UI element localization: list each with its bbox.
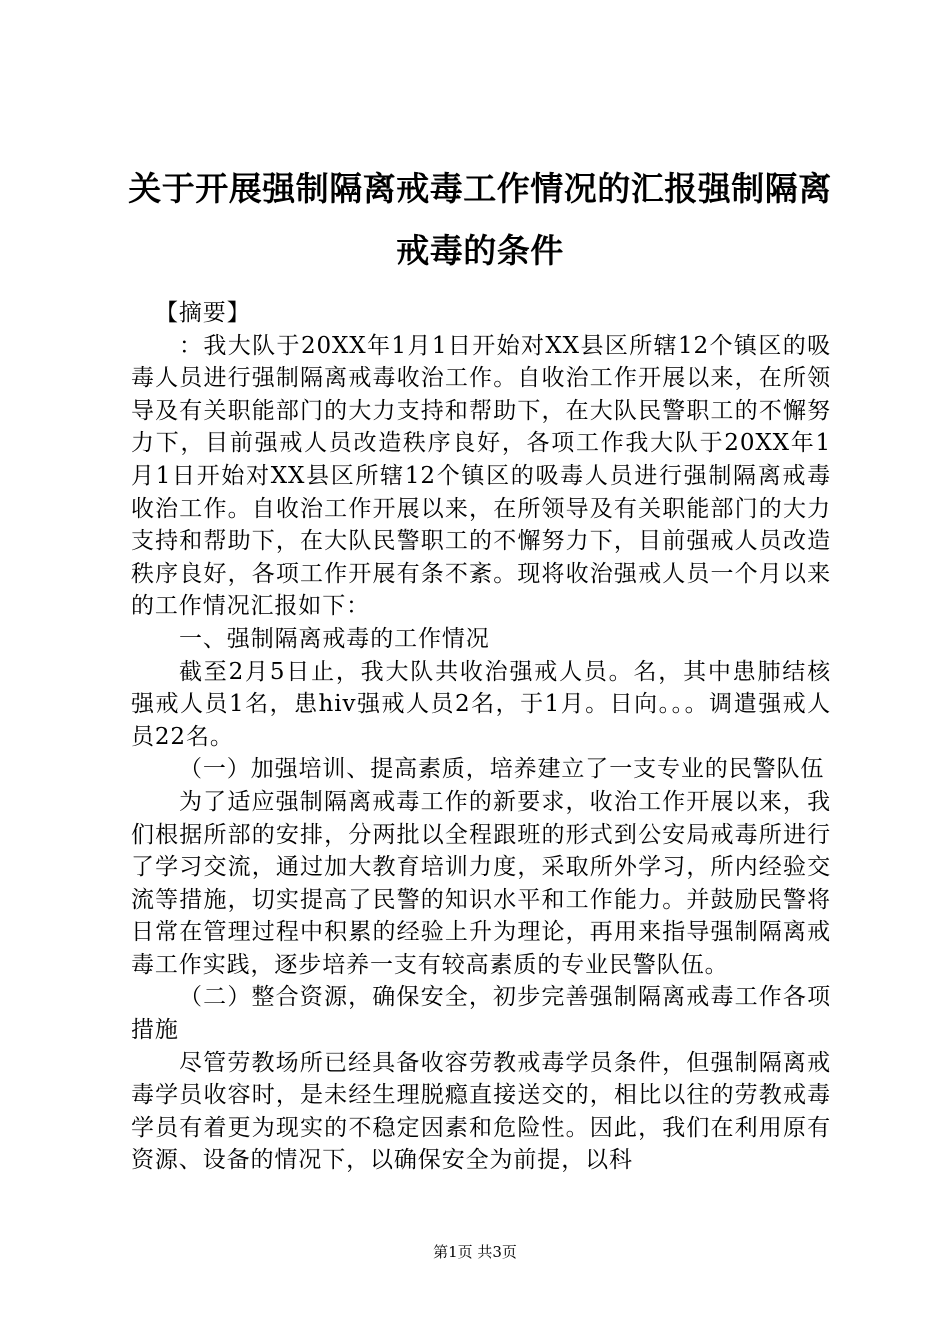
paragraph-resources: 尽管劳教场所已经具备收容劳教戒毒学员条件，但强制隔离戒毒学员收容时，是未经生理脱瘾直接送交的，相比以往的劳教戒毒学员有着更为现实的不稳定因素和危险性。因此，我们在利用原有资源、设备的情况下，以确保安全为前提，以科 <box>131 1049 831 1174</box>
subsection-heading-1: （一）加强培训、提高素质，培养建立了一支专业的民警队伍 <box>179 756 825 783</box>
document-body <box>131 297 831 1177</box>
section-heading-1: 一、强制隔离戒毒的工作情况 <box>179 625 490 652</box>
page-footer: 第1页 共3页 <box>433 1243 517 1261</box>
abstract-label: 【摘要】 <box>155 300 251 326</box>
paragraph-statistics: 截至2月5日止，我大队共收治强戒人员。名，其中患肺结核强戒人员1名，患hiv强戒人员2名，于1月。日向。。。调遣强戒人员22名。 <box>131 658 831 750</box>
document-title: 关于开展强制隔离戒毒工作情况的汇报强制隔离戒毒的条件 <box>128 169 832 270</box>
paragraph-abstract: ：我大队于20XX年1月1日开始对XX县区所辖12个镇区的吸毒人员进行强制隔离戒毒收治工作。自收治工作开展以来，在所领导及有关职能部门的大力支持和帮助下，在大队民警职工的不懈努力下，目前强戒人员改造秩序良好，各项工作我大队于20XX年1月1日开始对XX县区所辖12个镇区的吸毒人员进行强制隔离戒毒收治工作。自收治工作开展以来，在所领导及有关职能部门的大力支持和帮助下，在大队民警职工的不懈努力下，目前强戒人员改造秩序良好，各项工作开展有条不紊。现将收治强戒人员一个月以来的工作情况汇报如下： <box>131 332 831 620</box>
subsection-heading-2: （二）整合资源，确保安全，初步完善强制隔离戒毒工作各项措施 <box>131 984 831 1044</box>
paragraph-training: 为了适应强制隔离戒毒工作的新要求，收治工作开展以来，我们根据所部的安排，分两批以全程跟班的形式到公安局戒毒所进行了学习交流，通过加大教育培训力度，采取所外学习，所内经验交流等措施，切实提高了民警的知识水平和工作能力。并鼓励民警将日常在管理过程中积累的经验上升为理论，再用来指导强制隔离戒毒工作实践，逐步培养一支有较高素质的专业民警队伍。 <box>131 788 831 978</box>
